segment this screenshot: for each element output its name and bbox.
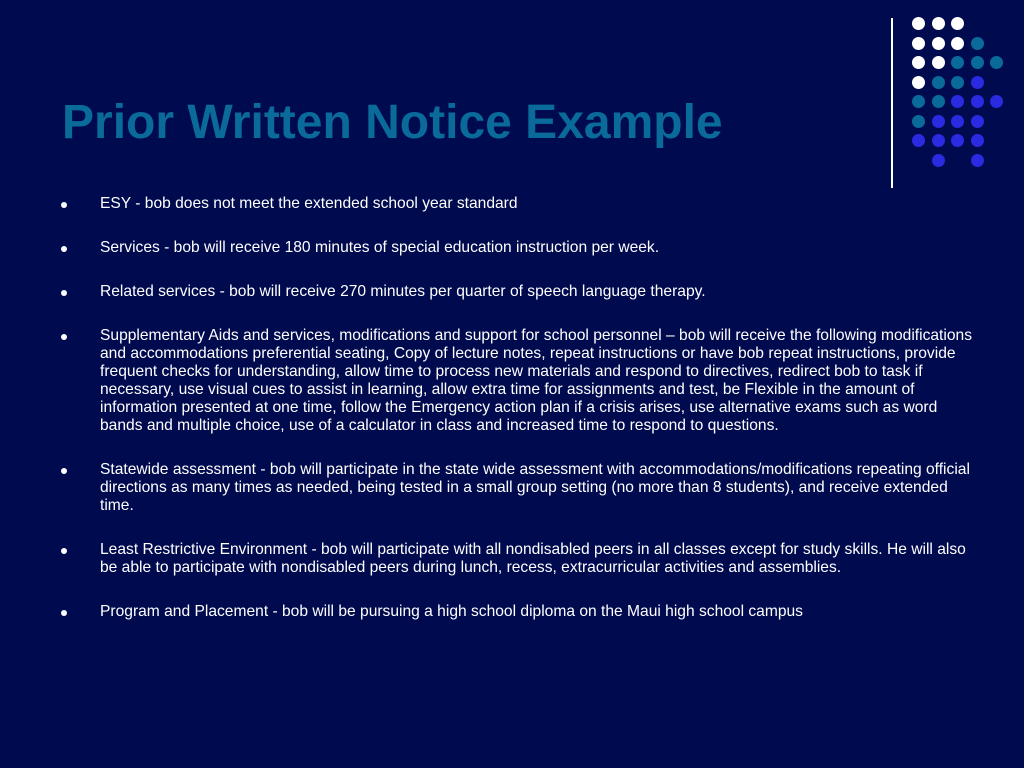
bullet-item [0, 327, 1024, 435]
bullet-text: Related services - bob will receive 270 minutes per quarter of speech language therapy. [100, 283, 706, 300]
decorative-dot [912, 95, 925, 108]
bullet-text: ESY - bob does not meet the extended school year standard [100, 195, 518, 212]
bullet-dot-icon [61, 468, 67, 474]
bullet-text: Least Restrictive Environment - bob will participate with all nondisabled peers in all classes except for study skills. He will also be able to participate with nondisabled peers during lunch, recess, extracurricular activities and assemblies. [100, 541, 966, 576]
title-divider-line [891, 18, 893, 188]
decorative-dot [971, 134, 984, 147]
bullet-item [0, 239, 1024, 257]
bullet-text: Services - bob will receive 180 minutes of special education instruction per week. [100, 239, 660, 256]
decorative-dot [971, 154, 984, 167]
decorative-dot [971, 37, 984, 50]
bullet-dot-icon [61, 548, 67, 554]
bullet-item [0, 461, 1024, 515]
decorative-dot [932, 95, 945, 108]
bullet-list [0, 195, 1024, 647]
decorative-dot [971, 76, 984, 89]
decorative-dot [990, 56, 1003, 69]
bullet-item [0, 603, 1024, 621]
decorative-dot [932, 56, 945, 69]
bullet-item [0, 541, 1024, 577]
decorative-dot [951, 134, 964, 147]
decorative-dot [932, 76, 945, 89]
decorative-dot [912, 76, 925, 89]
bullet-item [0, 283, 1024, 301]
bullet-text: Statewide assessment - bob will participate in the state wide assessment with accommodations/modifications repeating official directions as many times as needed, being tested in a small group setting (no more than 8 students), and receive extended time. [100, 461, 970, 514]
decorative-dot [971, 95, 984, 108]
decorative-dot [971, 56, 984, 69]
decorative-dot [912, 37, 925, 50]
decorative-dot [912, 134, 925, 147]
decorative-dot [951, 37, 964, 50]
decorative-dot [912, 56, 925, 69]
bullet-text: Program and Placement - bob will be pursuing a high school diploma on the Maui high school campus [100, 603, 803, 620]
bullet-dot-icon [61, 334, 67, 340]
decorative-dot [932, 17, 945, 30]
decorative-dot [912, 115, 925, 128]
decorative-dot [951, 115, 964, 128]
bullet-item [0, 195, 1024, 213]
decorative-dot [971, 115, 984, 128]
decorative-dot [951, 76, 964, 89]
decorative-dot [932, 154, 945, 167]
decorative-dot [990, 95, 1003, 108]
decorative-dot [912, 17, 925, 30]
decorative-dot [932, 134, 945, 147]
bullet-dot-icon [61, 290, 67, 296]
bullet-dot-icon [61, 610, 67, 616]
slide-title: Prior Written Notice Example [62, 96, 723, 149]
bullet-dot-icon [61, 202, 67, 208]
bullet-dot-icon [61, 246, 67, 252]
decorative-dot [932, 115, 945, 128]
decorative-dot [932, 37, 945, 50]
decorative-dot [951, 95, 964, 108]
decorative-dot [951, 17, 964, 30]
decorative-dot [951, 56, 964, 69]
bullet-text: Supplementary Aids and services, modifications and support for school personnel – bob will receive the following modifications and accommodations preferential seating, Copy of lecture notes, repeat instructions or have bob repeat instructions, provide frequent checks for understanding, allow time to process new materials and respond to directives, redirect bob to task if necessary, use visual cues to assist in learning, allow extra time for assignments and test, be Flexible in the amount of information presented at one time, follow the Emergency action plan if a crisis arises, use alternative exams such as word bands and multiple choice, use of a calculator in class and increased time to respond to questions. [100, 327, 972, 434]
